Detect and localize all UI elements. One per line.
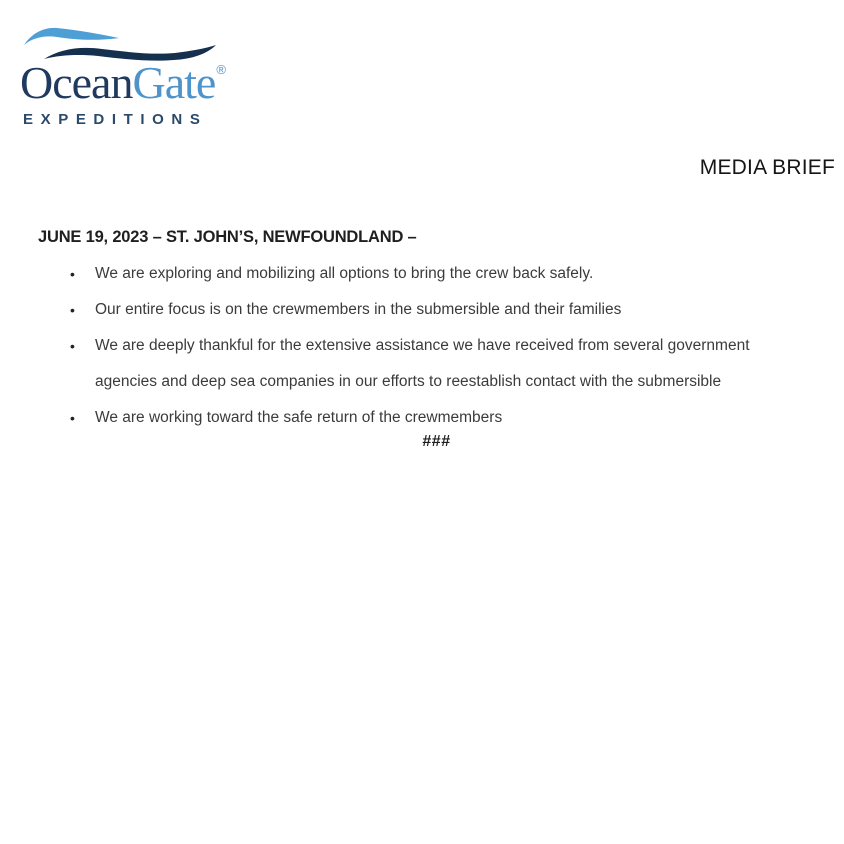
bullet-icon: • [70,266,75,282]
bullet-icon: • [70,410,75,426]
bullet-text: Our entire focus is on the crewmembers in the submersible and their families [95,301,622,318]
bullet-item [68,328,778,400]
registered-trademark-icon: ® [216,62,225,77]
logo-text-ocean: Ocean [20,57,133,108]
bullet-item [68,400,778,436]
bullet-text: We are deeply thankful for the extensive assistance we have received from several government agencies and deep sea companies in our efforts to reestablish contact with the submersible [95,337,750,390]
logo-subtitle: EXPEDITIONS [23,111,208,128]
bullet-text: We are working toward the safe return of the crewmembers [95,409,503,426]
bullet-text: We are exploring and mobilizing all options to bring the crew back safely. [95,265,594,282]
bullet-icon: • [70,302,75,318]
page-title: MEDIA BRIEF [699,156,835,179]
bullet-icon: • [70,338,75,354]
logo-wordmark [20,57,270,108]
logo-text-gate: Gate [132,57,216,108]
bullet-item [68,292,778,328]
dateline: JUNE 19, 2023 – ST. JOHN’S, NEWFOUNDLAND – [38,228,417,246]
bullet-list [68,256,778,436]
end-of-release-mark: ### [422,433,451,450]
oceangate-logo [20,24,270,128]
bullet-item [68,256,778,292]
